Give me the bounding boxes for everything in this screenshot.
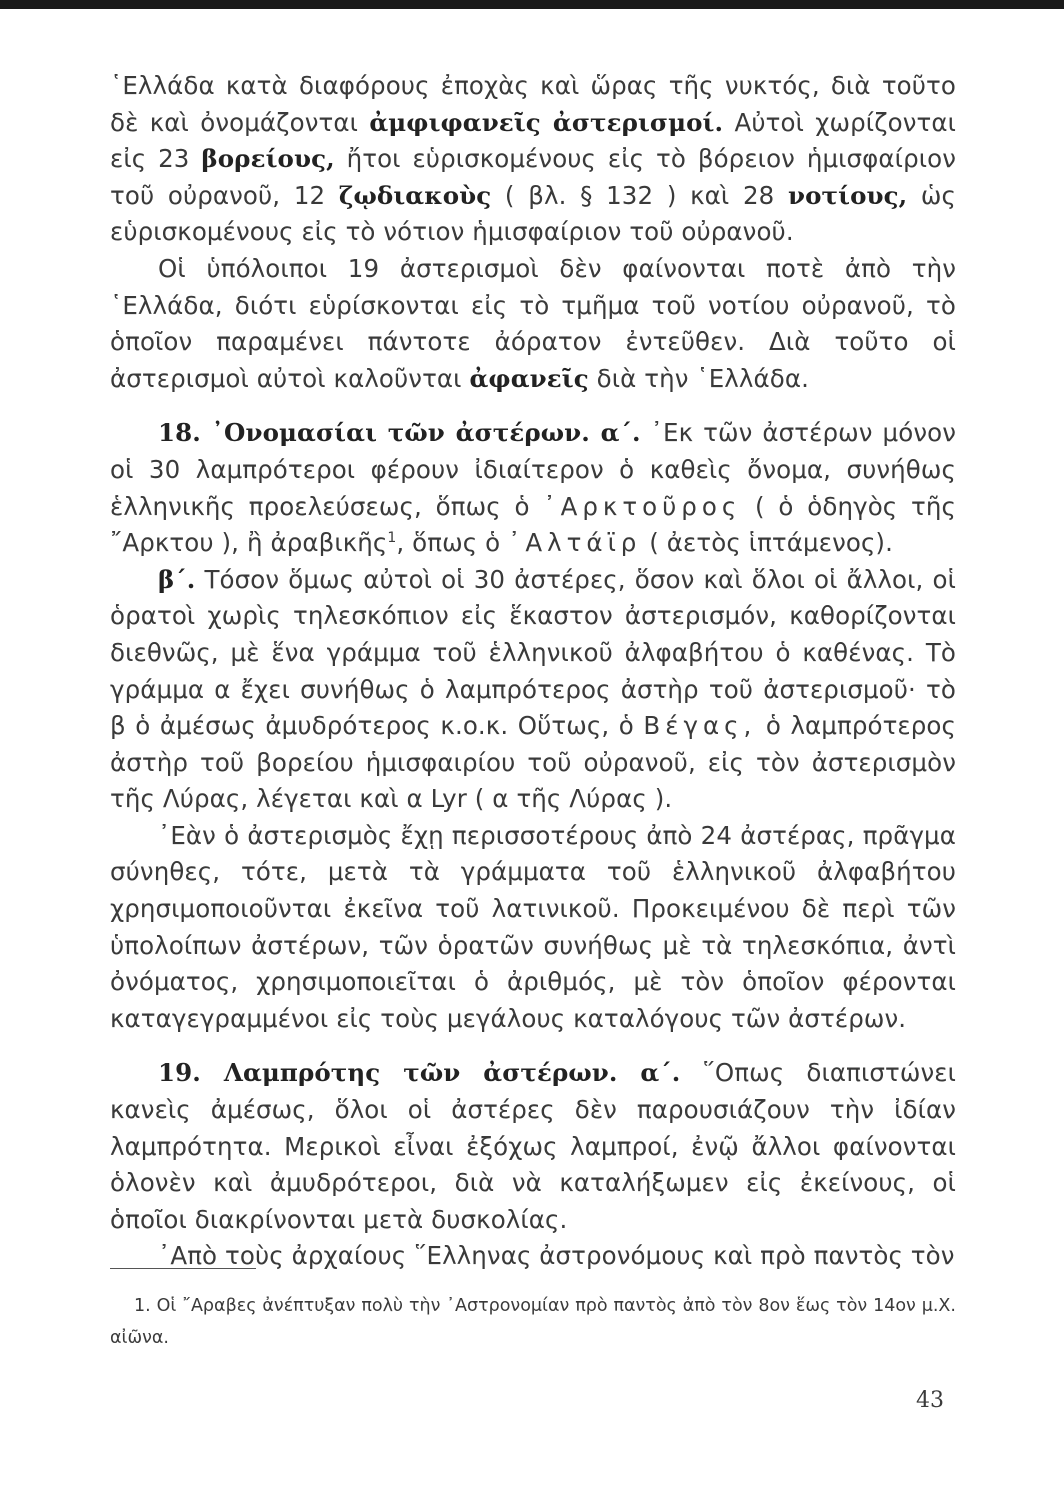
text-run: Οἱ ὑπόλοιποι 19 ἀστερισμοὶ δὲν φαίνονται ποτὲ ἀπὸ τὴν ῾Ελλάδα, διότι εὑρίσκονται εἰς τὸ τμῆμα τοῦ νοτίου οὐρανοῦ, τὸ ὁποῖον παραμένει πάντοτε ἀόρατον ἐντεῦθεν. Διὰ τοῦτο οἱ ἀστερισμοὶ αὐτοὶ καλοῦνται xyxy=(110,253,956,393)
footnote-rule xyxy=(110,1268,256,1269)
text-run: Αὐτοὶ χωρίζονται εἰς 23 xyxy=(110,107,956,174)
text-run: ἤτοι εὑρισκομένους εἰς τὸ βόρειον ἡμισφαίριον τοῦ οὐρανοῦ, 12 xyxy=(110,144,956,210)
paragraph-3: ᾿Εὰν ὁ ἀστερισμὸς ἔχῃ περισσοτέρους ἀπὸ 24 ἀστέρας, πρᾶγμα σύνηθες, τότε, μετὰ τὰ γράμματα τοῦ ἑλληνικοῦ ἀλφαβήτου χρησιμοποιοῦνται ἐκεῖνα τοῦ λατινικοῦ. Προκειμένου δὲ περὶ τῶν ὑπολοίπων ἀστέρων, τῶν ὁρατῶν συνήθως μὲ τὰ τηλεσκόπια, ἀντὶ ὀνόματος, χρησιμοποιεῖται ὁ ἀριθμός, μὲ τὸν ὁποῖον φέρονται καταγεγραμμένοι εἰς τοὺς μεγάλους καταλόγους τῶν ἀστέρων. xyxy=(110,820,956,1033)
section-18-heading: 18. ᾿Ονομασίαι τῶν ἀστέρων. α΄. xyxy=(158,418,641,448)
text-run: , ὅπως ὁ xyxy=(396,528,509,558)
page-number: 43 xyxy=(916,1388,944,1413)
text-run: ( ὁ ὁδηγὸς τῆς ῎Αρκτου ), ἢ ἀραβικῆς xyxy=(110,491,957,558)
subsection-label-beta: β΄. xyxy=(158,564,196,594)
section-19 xyxy=(110,1055,956,1238)
section-18 xyxy=(110,415,956,561)
text-run: ῞Οπως διαπιστώνει κανεὶς ἀμέσως, ὅλοι οἱ ἀστέρες δὲν παρουσιάζουν τὴν ἰδίαν λαμπρότητα. Μερικοὶ εἶναι ἐξόχως λαμπροί, ἐνῷ ἄλλοι φαίνονται ὁλονὲν καὶ ἀμυδρότεροι, διὰ νὰ καταλήξωμεν εἰς ἐκείνους, οἱ ὁποῖοι διακρίνονται μετὰ δυσκολίας. xyxy=(110,1058,956,1234)
term-amphiphaneis: ἀμφιφανεῖς ἀστερισμοί. xyxy=(369,107,724,137)
star-name-altair: ᾿Αλτάϊρ xyxy=(508,528,642,558)
paragraph-4: ᾿Απὸ τοὺς ἀρχαίους ῞Ελληνας ἀστρονόμους καὶ πρὸ παντὸς τὸν xyxy=(158,1241,955,1271)
text-run: ( ἀετὸς ἱπτάμενος). xyxy=(641,528,893,558)
text-run: Τόσον ὅμως αὐτοὶ οἱ 30 ἀστέρες, ὅσον καὶ ὅλοι οἱ ἄλλοι, οἱ ὁρατοὶ χωρὶς τηλεσκόπιον εἰς ἕκαστον ἀστερισμόν, καθορίζονται διεθνῶς, μὲ ἕνα γράμμα τοῦ ἑλληνικοῦ ἀλφαβήτου ὁ καθένας. Τὸ γράμμα α ἔχει συνήθως ὁ λαμπρότερος ἀστὴρ τοῦ ἀστερισμοῦ· τὸ β ὁ ἀμέσως ἀμυδρότερος κ.ο.κ. Οὕτως, ὁ xyxy=(110,564,956,741)
scan-edge xyxy=(0,0,1064,9)
footnote: 1. Οἱ ῎Αραβες ἀνέπτυξαν πολὺ τὴν ᾿Αστρονομίαν πρὸ παντὸς ἀπὸ τὸν 8ον ἕως τὸν 14ον μ.Χ. αἰῶνα. xyxy=(110,1296,956,1348)
star-name-arcturus: ᾿Αρκτοῦρος xyxy=(543,491,742,521)
page-body xyxy=(110,68,956,1275)
text-run: ῾Ελλάδα κατὰ διαφόρους ἐποχὰς καὶ ὥρας τῆς νυκτός, διὰ τοῦτο δὲ καὶ ὀνομάζονται xyxy=(110,71,956,137)
term-boreious: βορείους, xyxy=(201,144,335,174)
term-zodiakous: ζῳδιακοὺς xyxy=(338,180,492,210)
text-run: ᾿Εκ τῶν ἀστέρων μόνον οἱ 30 λαμπρότεροι φέρουν ἰδιαίτερον ὁ καθεὶς ὄνομα, συνήθως ἑλληνικῆς προελεύσεως, ὅπως ὁ xyxy=(110,418,956,521)
star-name-vega: Βέγας, xyxy=(643,711,757,741)
paragraph-2 xyxy=(110,251,956,397)
term-notious: νοτίους, xyxy=(787,180,908,210)
section-18-beta xyxy=(110,562,956,818)
text-run: διὰ τὴν ῾Ελλάδα. xyxy=(588,363,809,393)
footnote-marker: 1 xyxy=(387,529,397,546)
text-run: ( βλ. § 132 ) καὶ 28 xyxy=(491,180,788,210)
text-run: ὁ λαμπρότερος ἀστὴρ τοῦ βορείου ἡμισφαιρίου τοῦ οὐρανοῦ, εἰς τὸν ἀστερισμὸν τῆς Λύρας, λέγεται καὶ α Lyr ( α τῆς Λύρας ). xyxy=(110,711,956,814)
text-run: ὡς εὑρισκομένους εἰς τὸ νότιον ἡμισφαίριον τοῦ οὐρανοῦ. xyxy=(110,180,957,247)
term-aphaneis: ἀφανεῖς xyxy=(469,363,589,393)
paragraph-1 xyxy=(110,68,956,251)
section-19-heading: 19. Λαμπρότης τῶν ἀστέρων. α΄. xyxy=(158,1058,681,1088)
